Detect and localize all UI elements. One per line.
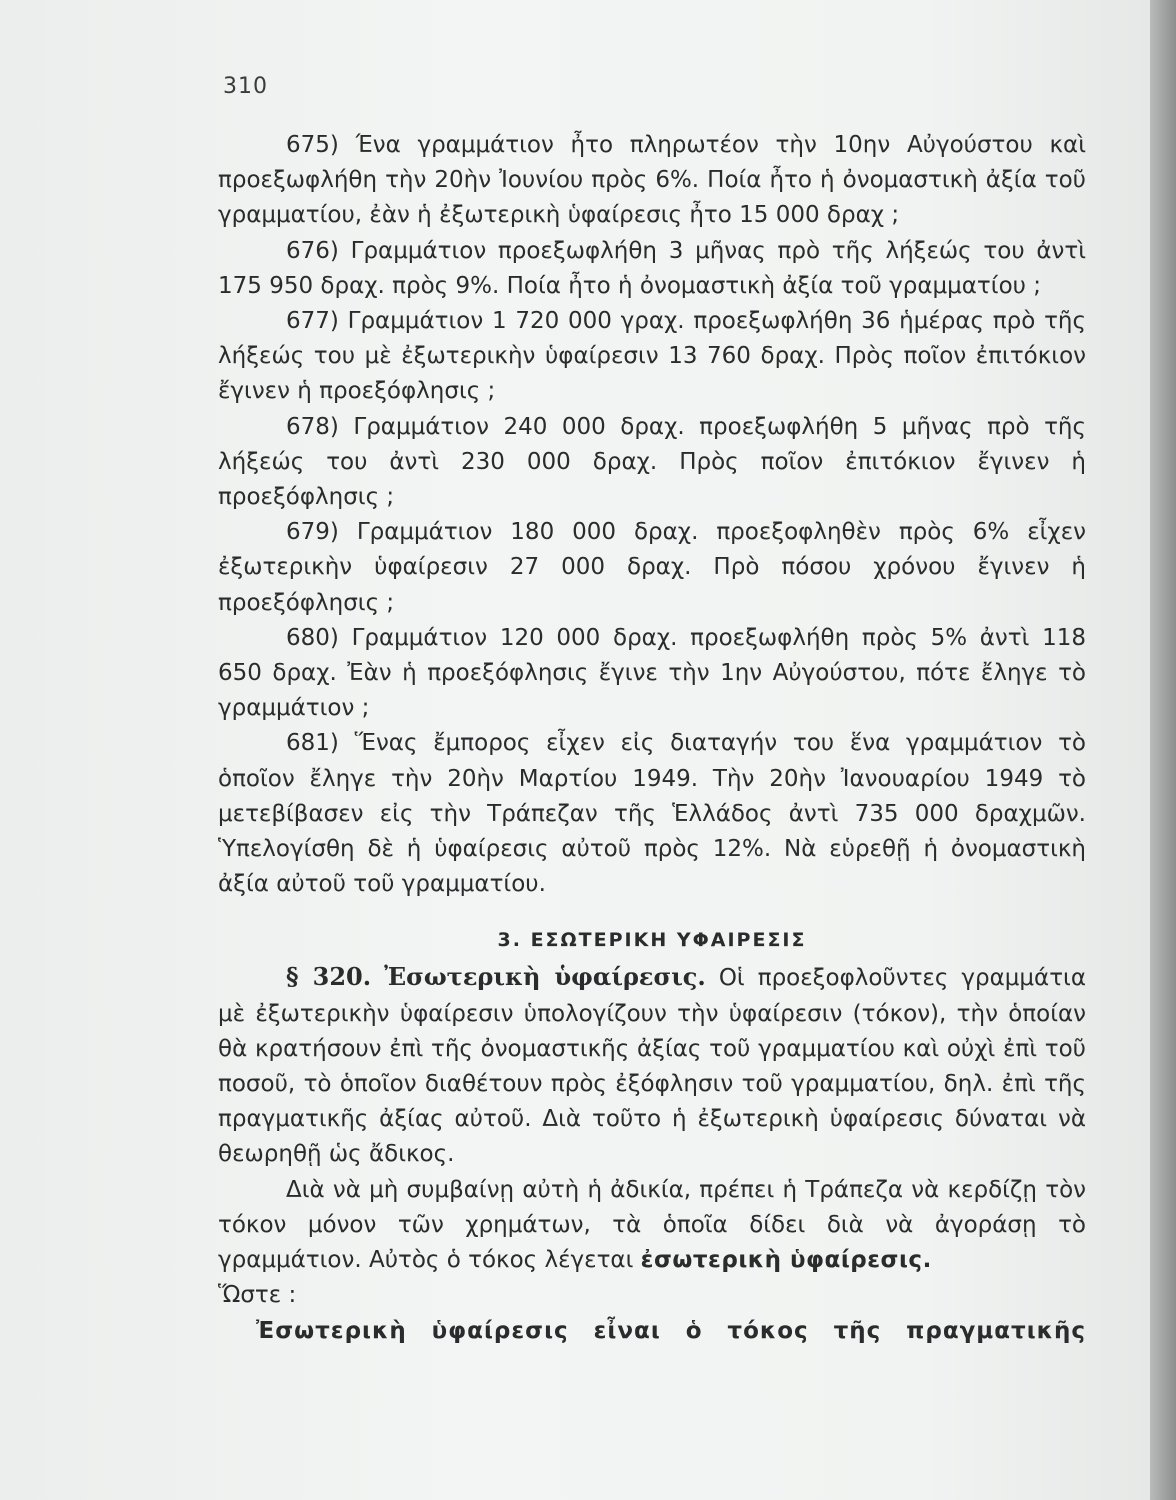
exercise-number: 679) — [286, 519, 339, 546]
exercise-number: 677) — [286, 308, 339, 335]
exercise-number: 678) — [286, 413, 339, 440]
section-paragraph — [218, 959, 1086, 1172]
section-title: Ἐσωτερικὴ ὑφαίρεσις. — [384, 962, 706, 992]
exercise-number: 681) — [286, 730, 339, 757]
exercise-number: 680) — [286, 624, 339, 651]
exercise-text: Ἕνας ἔμπορος εἶχεν εἰς διαταγήν του ἕνα γραμμάτιον τὸ ὁποῖον ἔληγε τὴν 20ὴν Μαρτίου 1949. Τὴν 20ὴν Ἰανουαρίου 1949 τὸ μετεβίβασεν εἰς τὴν Τράπεζαν τῆς Ἑλλάδος ἀντὶ 735 000 δραχμῶν. Ὑπελογίσθη δὲ ἡ ὑφαίρεσις αὐτοῦ πρὸς 12%. Νὰ εὑρεθῇ ἡ ὀνομαστικὴ ἀξία αὐτοῦ τοῦ γραμματίου. — [218, 730, 1087, 898]
exercise-678 — [218, 410, 1086, 516]
definition-line: Ἐσωτερικὴ ὑφαίρεσις εἶναι ὁ τόκος τῆς πραγματικῆς — [256, 1317, 1086, 1344]
exercise-text: Γραμμάτιον 120 000 δραχ. προεξωφλήθη πρὸς 5% ἀντὶ 118 650 δραχ. Ἐὰν ἡ προεξόφλησις ἔγινε τὴν 1ην Αὐγούστου, πότε ἔληγε τὸ γραμμάτιον ; — [218, 624, 1087, 722]
section-heading: 3. ΕΣΩΤΕΡΙΚΗ ΥΦΑΙΡΕΣΙΣ — [497, 929, 807, 952]
paragraph-text: Διὰ νὰ μὴ συμβαίνῃ αὐτὴ ἡ ἀδικία, πρέπει ἡ Τράπεζα νὰ κερδίζῃ τὸν τόκον μόνον τῶν χρημάτων, τὰ ὁποῖα δίδει διὰ νὰ ἀγοράσῃ τὸ γραμμάτιον. Αὐτὸς ὁ τόκος λέγεται — [218, 1176, 1086, 1274]
exercise-text: Γραμμάτιον 180 000 δραχ. προεξοφληθὲν πρὸς 6% εἶχεν ἐξωτερικὴν ὑφαίρεσιν 27 000 δραχ. Πρὸ πόσου χρόνου ἔγινεν ἡ προεξόφλησις ; — [218, 519, 1086, 616]
page-edge-shadow — [1150, 0, 1176, 1500]
section-number: § 320. — [286, 962, 372, 992]
exercise-text: Γραμμάτιον 1 720 000 γραχ. προεξωφλήθη 36 ἡμέρας πρὸ τῆς λήξεώς του μὲ ἐξωτερικὴν ὑφαίρεσιν 13 760 δραχ. Πρὸς ποῖον ἐπιτόκιον ἔγινεν ἡ προεξόφλησις ; — [218, 308, 1087, 405]
page-number: 310 — [223, 74, 268, 99]
exercise-681 — [218, 726, 1086, 902]
exercise-676 — [218, 234, 1086, 304]
exercise-number: 676) — [286, 237, 339, 264]
exercise-677 — [218, 304, 1086, 410]
section-paragraph-2 — [218, 1173, 1086, 1314]
exercise-number: 675) — [286, 132, 339, 158]
defined-term: ἐσωτερικὴ ὑφαίρεσις. — [640, 1247, 932, 1274]
so-that-label: Ὥστε : — [218, 1282, 297, 1309]
exercise-675 — [218, 128, 1086, 234]
exercise-679 — [218, 515, 1086, 621]
section-paragraph-text: Οἱ προεξοφλοῦντες γραμμάτια μὲ ἐξωτερικὴν ὑφαίρεσιν ὑπολογίζουν τὴν ὑφαίρεσιν (τόκον), τὴν ὁποίαν θὰ κρατήσουν ἐπὶ τῆς ὀνομαστικῆς ἀξίας τοῦ γραμματίου καὶ οὐχὶ ἐπὶ τοῦ ποσοῦ, τὸ ὁποῖον διαθέτουν πρὸς ἐξόφλησιν τοῦ γραμματίου, δηλ. ἐπὶ τῆς πραγματικῆς ἀξίας αὐτοῦ. Διὰ τοῦτο ἡ ἐξωτερικὴ ὑφαίρεσις δύναται νὰ θεωρηθῇ ὡς ἄδικος. — [218, 965, 1086, 1168]
exercise-text: Ένα γραμμάτιον ἦτο πληρωτέον τὴν 10ην Αὐγούστου καὶ προεξωφλήθη τὴν 20ὴν Ἰουνίου πρὸς 6%. Ποία ἦτο ἡ ὀνομαστικὴ ἀξία τοῦ γραμματίου, ἐὰν ἡ ἐξωτερικὴ ὑφαίρεσις ἦτο 15 000 δραχ ; — [218, 132, 1086, 229]
exercise-text: Γραμμάτιον 240 000 δραχ. προεξωφλήθη 5 μῆνας πρὸ τῆς λήξεώς του ἀντὶ 230 000 δραχ. Πρὸς ποῖον ἐπιτόκιον ἔγινεν ἡ προεξόφλησις ; — [218, 413, 1087, 511]
page-body — [218, 128, 1086, 1349]
exercise-text: Γραμμάτιον προεξωφλήθη 3 μῆνας πρὸ τῆς λήξεώς του ἀντὶ 175 950 δραχ. πρὸς 9%. Ποία ἦτο ἡ ὀνομαστικὴ ἀξία τοῦ γραμματίου ; — [218, 237, 1087, 299]
exercise-680 — [218, 621, 1086, 727]
